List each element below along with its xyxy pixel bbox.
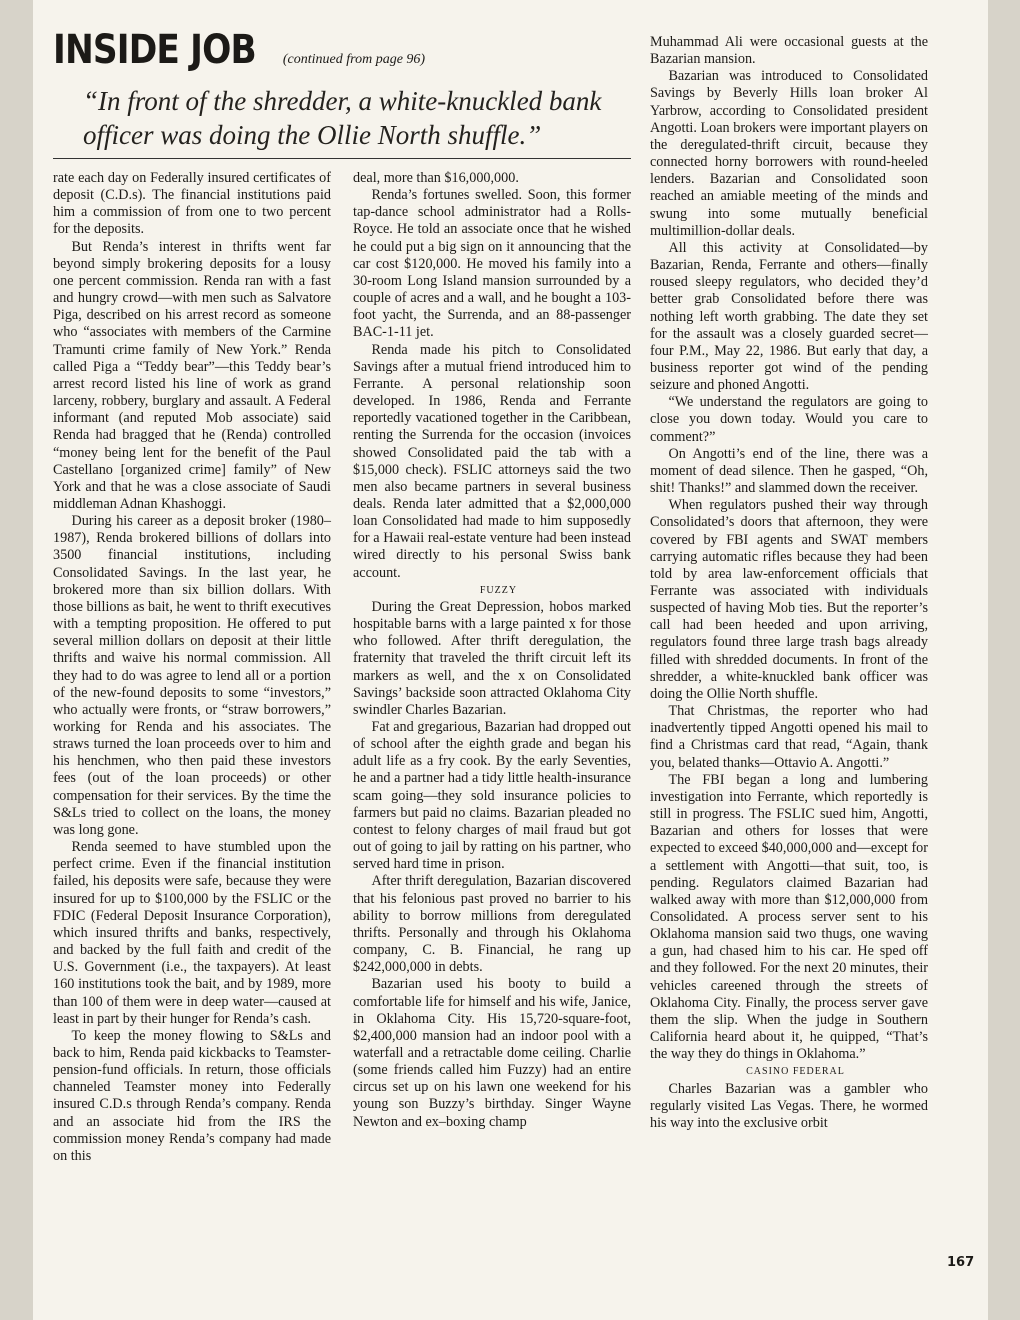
paragraph: That Christmas, the reporter who had inadvertently tipped Angotti opened his mail to find a Christmas card that read, “Again, thank you, belated thanks—Ottavio A. Angotti.”: [650, 703, 928, 771]
paragraph: Renda made his pitch to Consolidated Savings after a mutual friend introduced him to Ferrante. A personal relationship soon developed. In 1986, Renda and Ferrante reportedly vacationed together in the Caribbean, renting the Surrenda for the occasion (invoices showed Consolidated paid the tab with a $15,000 check). FSLIC attorneys said the two men also became partners in several business deals. Renda later admitted that a $2,000,000 loan Consolidated had made to him supposedly for a Hawaii real-estate venture had been instead wired directly to his personal Swiss bank account.: [353, 341, 631, 581]
paragraph: Renda seemed to have stumbled upon the perfect crime. Even if the financial institution failed, his deposits were safe, because they were insured for up to $100,000 by the FSLIC or the FDIC (Federal Deposit Insurance Corporation), which insured thrifts and banks, respectively, and backed by the full faith and credit of the U.S. Government (i.e., the taxpayers). At least 160 institutions took the bait, and by 1989, more than 100 of them were in deep water—caused at least in part by their hunger for Renda’s cash.: [53, 839, 331, 1027]
divider-rule: [53, 158, 631, 159]
text-column-2: [353, 170, 631, 1131]
magazine-page: [33, 0, 988, 1320]
paragraph: “We understand the regulators are going to close you down today. Would you care to comment?”: [650, 394, 928, 445]
section-subhead: CASINO FEDERAL: [746, 1066, 845, 1078]
paragraph: Bazarian was introduced to Consolidated Savings by Beverly Hills loan broker Al Yarbrow, according to Consolidated president Angotti. Loan brokers were important players on the deregulated-thrift circuit, because they connected horny borrowers with round-heeled lenders. Bazarian and Consolidated soon reached an amiable meeting of the minds and swung into some mutually beneficial multimillion-dollar deals.: [650, 68, 928, 239]
paragraph: After thrift deregulation, Bazarian discovered that his felonious past proved no barrier to his ability to borrow millions from deregulated thrifts. Personally and through his Oklahoma company, C. B. Financial, he rang up $242,000,000 in debts.: [353, 873, 631, 976]
paragraph: When regulators pushed their way through Consolidated’s doors that afternoon, they were covered by FBI agents and SWAT members carrying automatic rifles because they had been told by area law-enforcement officials that Ferrante was associated with individuals suspected of having Mob ties. But the reporter’s call had been heeded and upon arriving, regulators found three large trash bags already filled with shredded documents. In front of the shredder, a white-knuckled bank officer was doing the Ollie North shuffle.: [650, 497, 928, 702]
paragraph: On Angotti’s end of the line, there was a moment of dead silence. Then he gasped, “Oh, shit! Thanks!” and slammed down the receiver.: [650, 445, 928, 497]
paragraph: But Renda’s interest in thrifts went far beyond simply brokering deposits for a lousy one percent commission. Renda ran with a fast and hungry crowd—with men such as Salvatore Piga, described on his arrest record as someone who “associates with members of the Carmine Tramunti crime family of New York.” Renda called Piga a “Teddy bear”—this Teddy bear’s arrest record listed his line of work as grand larceny, robbery, burglary and assault. A Federal informant (and reputed Mob associate) said Renda had bragged that he (Renda) controlled “money being lent for the benefit of the Paul Castellano [organized crime] family” of New York and that he was a close associate of Saudi middleman Adnan Khashoggi.: [53, 238, 331, 512]
paragraph: During the Great Depression, hobos marked hospitable barns with a large painted x for those who followed. After thrift deregulation, the fraternity that traveled the thrift circuit left its markers as well, and the x on Consolidated Savings’ backside soon attracted Oklahoma City swindler Charles Bazarian.: [353, 598, 631, 718]
paragraph: Muhammad Ali were occasional guests at the Bazarian mansion.: [650, 34, 928, 68]
paragraph: deal, more than $16,000,000.: [353, 170, 519, 186]
text-column-1: [53, 170, 331, 1165]
paragraph: Charles Bazarian was a gambler who regularly visited Las Vegas. There, he wormed his way into the exclusive orbit: [650, 1080, 928, 1131]
section-subhead: FUZZY: [479, 584, 518, 596]
continued-note: (continued from page 96): [282, 52, 426, 67]
paragraph: rate each day on Federally insured certificates of deposit (C.D.s). The financial institutions paid him a commission of from one to two percent for the deposits.: [53, 170, 331, 238]
paragraph: Bazarian used his booty to build a comfortable life for himself and his wife, Janice, in Oklahoma City. His 15,720-square-foot, $2,400,000 mansion had an indoor pool with a waterfall and a retractable dome ceiling. Charlie (some friends called him Fuzzy) had an entire circus set up on his lawn one weekend for his young son Buzzy’s birthday. Singer Wayne Newton and ex–boxing champ: [353, 976, 631, 1130]
paragraph: Fat and gregarious, Bazarian had dropped out of school after the eighth grade and began his adult life as a fry cook. By the early Seventies, he and a partner had a tidy little health-insurance scam going—they sold insurance policies to farmers but paid no claims. Bazarian pleaded no contest to felony charges of mail fraud but got out of going to jail by ratting on his partner, who served hard time in prison.: [353, 719, 631, 873]
article-title: INSIDE JOB: [53, 27, 256, 73]
paragraph: During his career as a deposit broker (1980–1987), Renda brokered billions of dollars into 3500 financial institutions, including Consolidated Savings. In the last year, he brokered more than six billion dollars. With those billions as bait, he went to thrift executives with a tempting proposition. He offered to put several million dollars on deposit at their little thrifts and waive his normal commission. All they had to do was agree to lend all or a portion of the new-found deposits to some “investors,” who actually were fronts, or “straw borrowers,” working for Renda and his associates. The straws turned the loan proceeds over to him and his henchmen, who then paid these investors fees (out of the loan proceeds) or other compensation for their services. By the time the S&Ls tried to collect on the loans, the money was long gone.: [53, 513, 331, 838]
paragraph: All this activity at Consolidated—by Bazarian, Renda, Ferrante and others—finally roused sleepy regulators, who decided they’d better grab Consolidated before there was nothing left worth grabbing. The date they set for the assault was a closely guarded secret—four P.M., May 22, 1986. But early that day, a business reporter got wind of the pending seizure and phoned Angotti.: [650, 239, 928, 394]
page-number: 167: [947, 1255, 975, 1270]
pull-quote: “In front of the shredder, a white-knuckled bank officer was doing the Ollie North shuffle.”: [83, 86, 602, 150]
paragraph: The FBI began a long and lumbering investigation into Ferrante, which reportedly is still in progress. The FSLIC sued him, Angotti, Bazarian and others for losses that were expected to exceed $40,000,000 and—except for a settlement with Angotti—that suit, too, is pending. Regulators claimed Bazarian had walked away with more than $12,000,000 from Consolidated. A process server sent to his Oklahoma mansion said two thugs, one waving a gun, had chased him to his car. He sped off and they followed. For the next 20 minutes, their vehicles careened through the streets of Oklahoma City. Finally, the process server gave them the slip. When the judge in Southern California heard about it, he quipped, “That’s the way they do things in Oklahoma.”: [650, 771, 928, 1063]
paragraph: To keep the money flowing to S&Ls and back to him, Renda paid kickbacks to Teamster-pension-fund officials. In return, those officials channeled Teamster money into Federally insured C.D.s through Renda’s company. Renda and an associate hid from the IRS the commission money Renda’s company had made on this: [53, 1027, 331, 1164]
article-header: [53, 27, 628, 73]
text-column-3: [650, 34, 928, 1132]
paragraph: Renda’s fortunes swelled. Soon, this former tap-dance school administrator had a Rolls-Royce. He told an associate once that he wished he could put a big sign on it announcing that the car cost $120,000. He moved his family into a 30-room Long Island mansion surrounded by a couple of acres and a wall, and he bought a 103-foot yacht, the Surrenda, and an 88-passenger BAC-1-11 jet.: [353, 187, 631, 341]
